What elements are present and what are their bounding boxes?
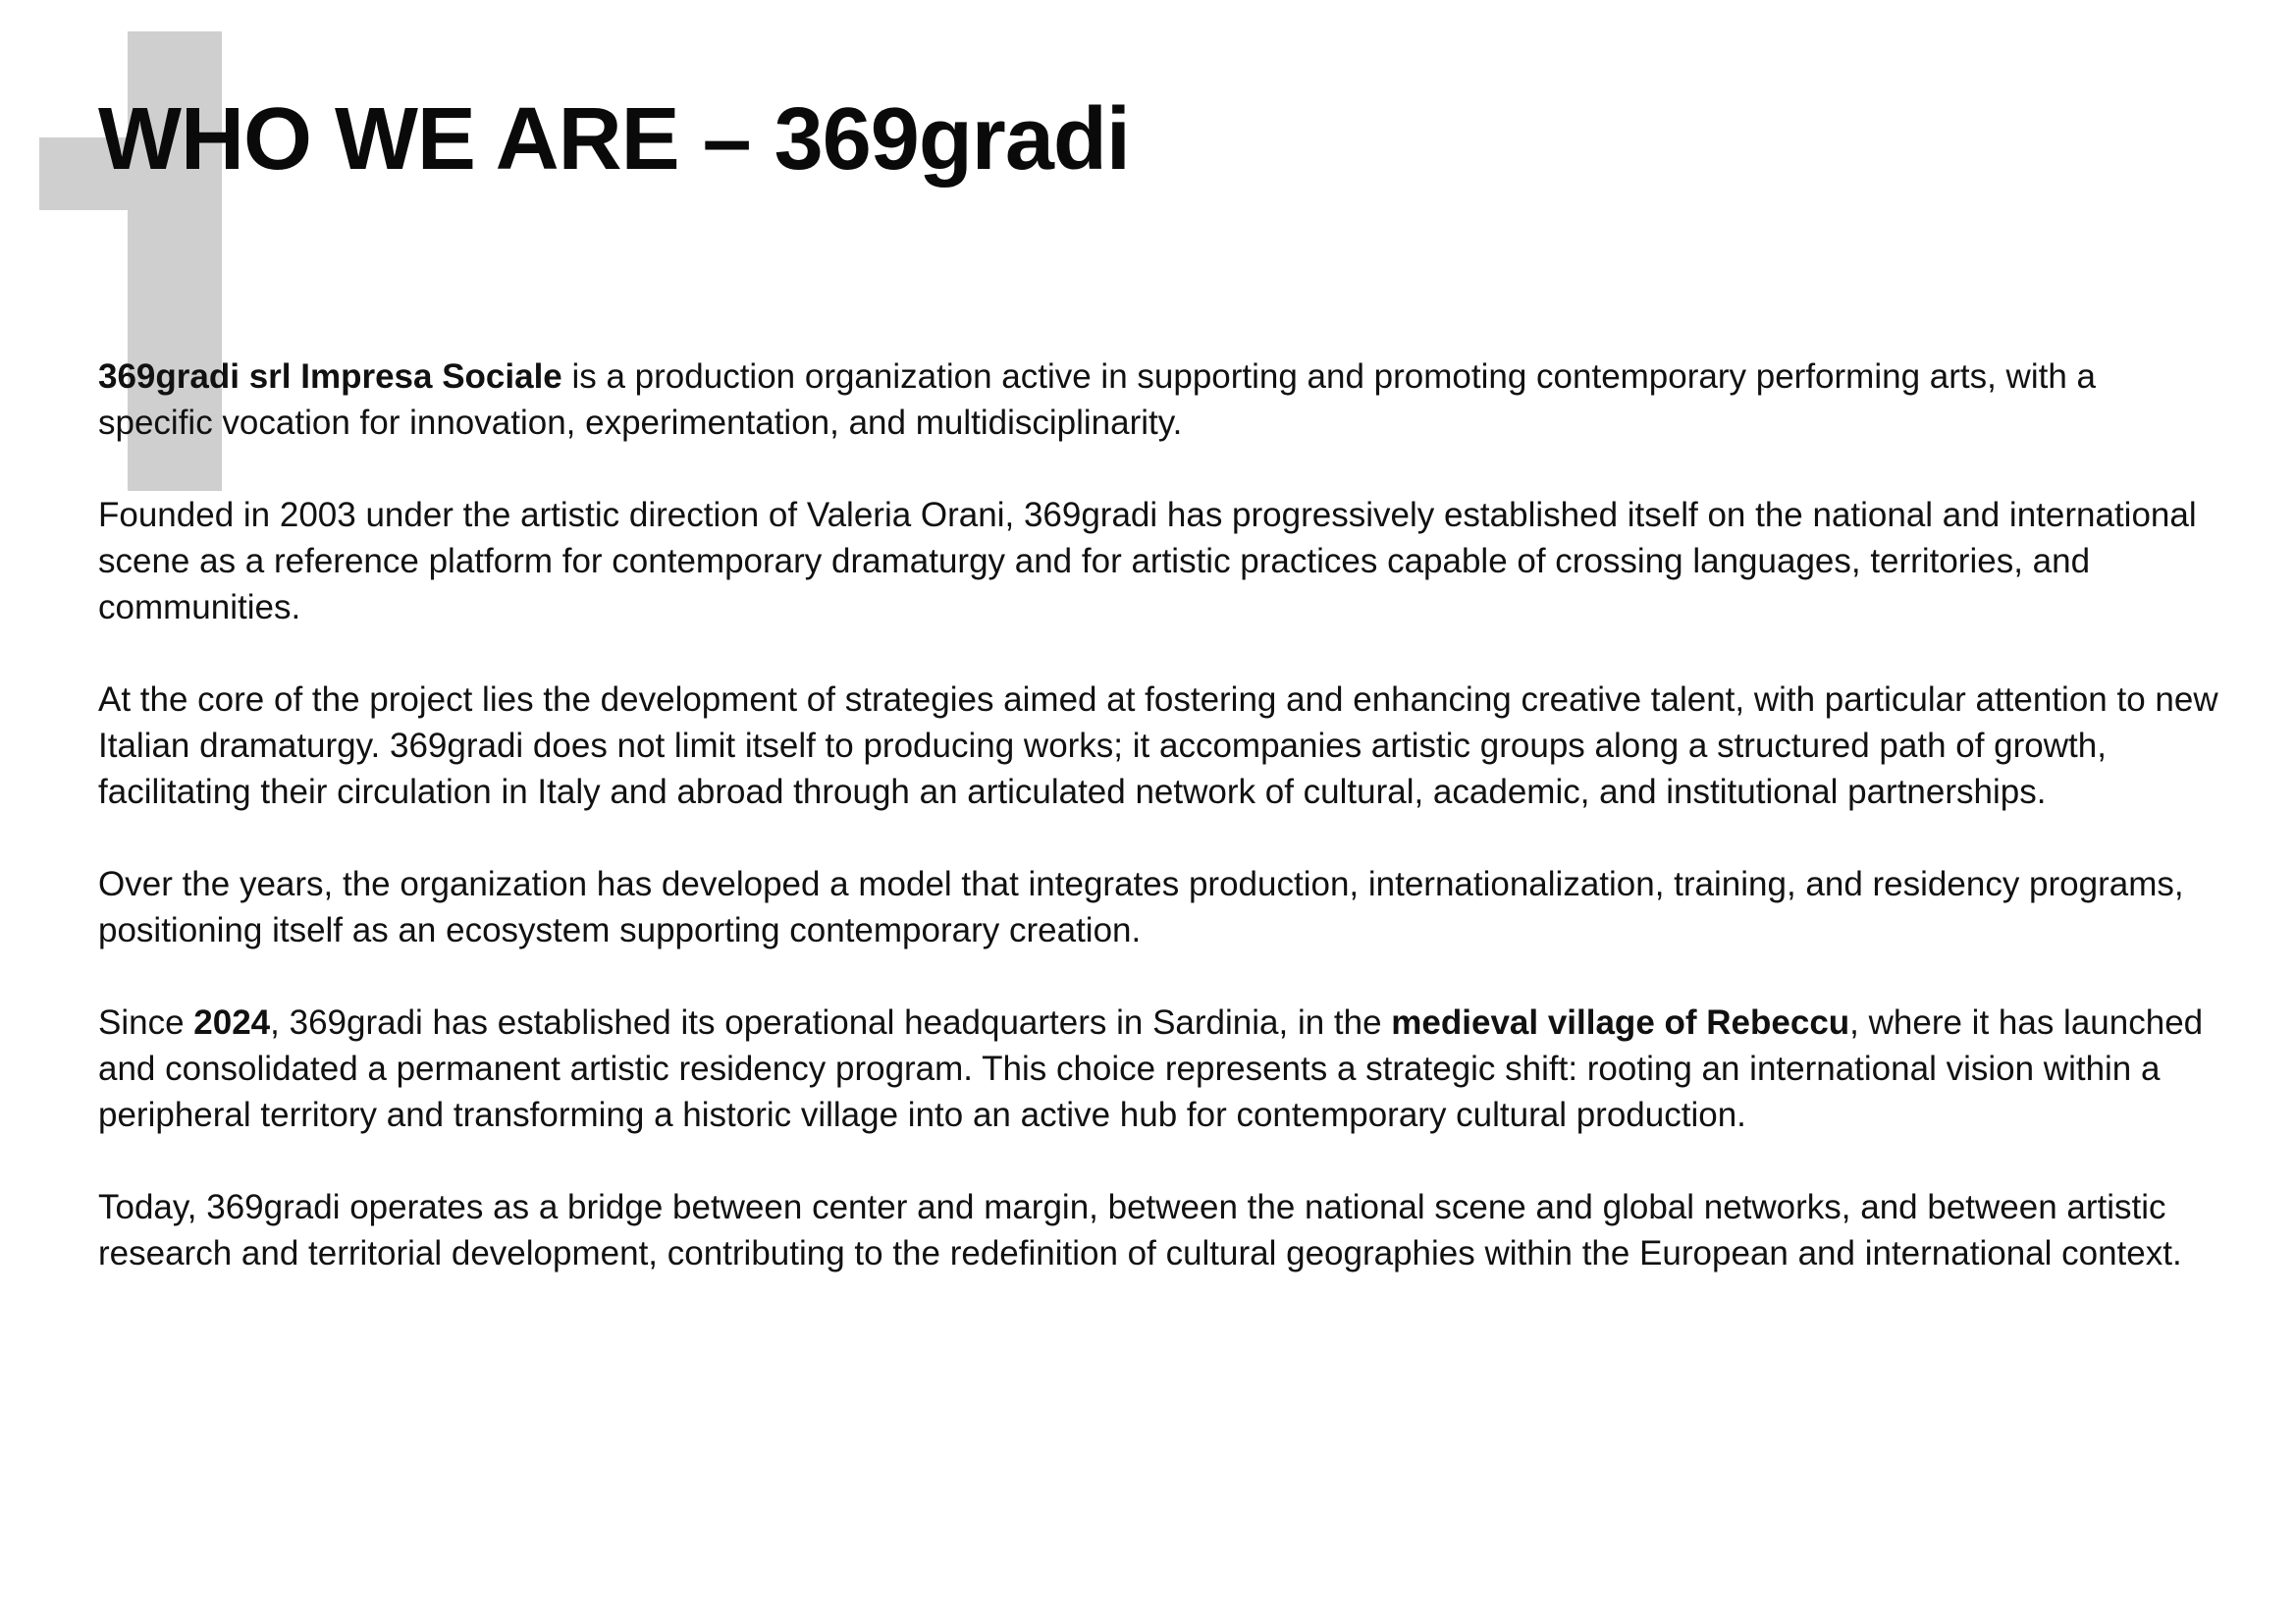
hq-year: 2024 [193,1003,271,1042]
paragraph-intro [98,353,2218,446]
company-name: 369gradi srl Impresa Sociale [98,357,562,396]
hq-text-1: Since [98,1003,194,1042]
paragraph-headquarters [98,1000,2218,1138]
paragraph-core: At the core of the project lies the development of strategies aimed at fostering and enhancing creative talent, with particular attention to new Italian dramaturgy. 369gradi does not limit itself to producing works; it accompanies artistic groups along a structured path of growth, facilitating their circulation in Italy and abroad through an articulated network of cultural, academic, and institutional partnerships. [98,680,2218,811]
hq-place: medieval village of Rebeccu [1391,1003,1850,1042]
paragraph-intro-text: is a production organization active in supporting and promoting contemporary performing arts, with a specific vocation for innovation, experimentation, and multidisciplinarity. [98,357,2096,442]
body-text [98,353,2218,1323]
paragraph-model: Over the years, the organization has developed a model that integrates production, internationalization, training, and residency programs, positioning itself as an ecosystem supporting contemporary creation. [98,865,2184,949]
hq-text-3: , where it has launched and consolidated a permanent artistic residency program. This choice represents a strategic shift: rooting an international vision within a peripheral territory and transforming a historic village into an active hub for contemporary cultural production. [98,1003,2204,1134]
paragraph-founded: Founded in 2003 under the artistic direction of Valeria Orani, 369gradi has progressively established itself on the national and international scene as a reference platform for contemporary dramaturgy and for artistic practices capable of crossing languages, territories, and communities. [98,496,2197,626]
page-title: WHO WE ARE – 369gradi [98,90,1130,189]
hq-text-2: , 369gradi has established its operational headquarters in Sardinia, in the [270,1003,1392,1042]
paragraph-today: Today, 369gradi operates as a bridge between center and margin, between the national scene and global networks, and between artistic research and territorial development, contributing to the redefinition of cultural geographies within the European and international context. [98,1188,2182,1272]
